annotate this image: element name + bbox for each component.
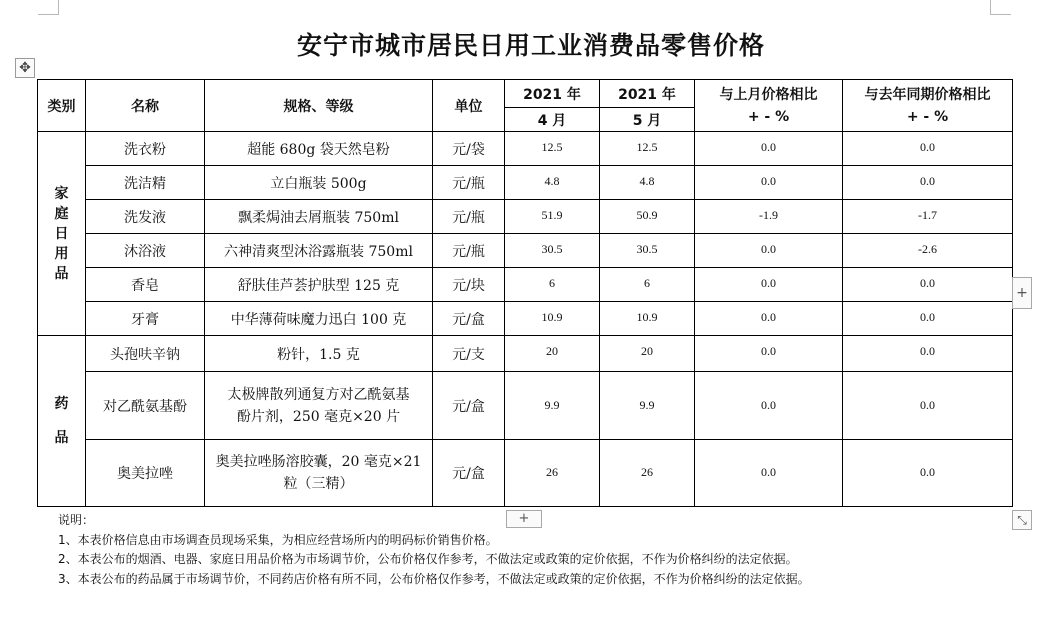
document-title: 安宁市城市居民日用工业消费品零售价格 xyxy=(296,31,765,60)
change-yoy: 0.0 xyxy=(843,440,1013,507)
item-name: 牙膏 xyxy=(86,302,205,336)
item-unit: 元/盒 xyxy=(433,372,505,440)
change-mom: 0.0 xyxy=(695,234,843,268)
change-mom: 0.0 xyxy=(695,336,843,372)
item-unit: 元/瓶 xyxy=(433,234,505,268)
category-household: 家 庭 日 用 品 xyxy=(38,132,86,336)
item-unit: 元/盒 xyxy=(433,302,505,336)
change-yoy: 0.0 xyxy=(843,302,1013,336)
item-spec: 超能 680g 袋天然皂粉 xyxy=(205,132,433,166)
header-mom-line2: + - % xyxy=(747,108,790,125)
header-mom xyxy=(695,80,843,132)
item-spec xyxy=(205,440,433,507)
item-spec: 粉针，1.5 克 xyxy=(205,336,433,372)
header-mom-line1: 与上月价格相比 xyxy=(719,86,818,103)
price-may: 12.5 xyxy=(600,132,695,166)
price-may: 50.9 xyxy=(600,200,695,234)
header-category: 类别 xyxy=(38,80,86,132)
item-name: 对乙酰氨基酚 xyxy=(86,372,205,440)
header-yoy xyxy=(843,80,1013,132)
item-spec-line: 太极牌散列通复方对乙酰氨基 xyxy=(227,386,410,403)
category-medicine: 药 品 xyxy=(38,336,86,507)
price-may: 6 xyxy=(600,268,695,302)
header-col1-month: 4 月 xyxy=(505,108,600,132)
price-apr: 12.5 xyxy=(505,132,600,166)
change-yoy: 0.0 xyxy=(843,268,1013,302)
item-unit: 元/袋 xyxy=(433,132,505,166)
item-spec: 六神清爽型沐浴露瓶装 750ml xyxy=(205,234,433,268)
change-yoy: -2.6 xyxy=(843,234,1013,268)
note-item: 2、本表公布的烟酒、电器、家庭日用品价格为市场调节价，公布价格仅作参考，不做法定或政策的定价依据，不作为价格纠纷的法定依据。 xyxy=(58,552,798,566)
page-corner-mark-left xyxy=(38,0,59,15)
price-apr: 51.9 xyxy=(505,200,600,234)
header-col1-year: 2021 年 xyxy=(505,80,600,108)
change-mom: 0.0 xyxy=(695,302,843,336)
page-corner-mark-right xyxy=(990,0,1011,15)
change-yoy: 0.0 xyxy=(843,166,1013,200)
price-apr: 10.9 xyxy=(505,302,600,336)
change-yoy: 0.0 xyxy=(843,336,1013,372)
item-unit: 元/块 xyxy=(433,268,505,302)
notes-heading: 说明： xyxy=(58,513,95,527)
header-unit: 单位 xyxy=(433,80,505,132)
item-spec: 飘柔焗油去屑瓶装 750ml xyxy=(205,200,433,234)
header-yoy-line2: + - % xyxy=(906,108,949,125)
header-name: 名称 xyxy=(86,80,205,132)
change-mom: 0.0 xyxy=(695,268,843,302)
add-column-icon[interactable]: + xyxy=(1012,277,1032,309)
item-name: 沐浴液 xyxy=(86,234,205,268)
change-yoy: -1.7 xyxy=(843,200,1013,234)
table-move-handle-icon[interactable]: ✥ xyxy=(15,58,35,78)
item-spec-line: 粒（三精） xyxy=(283,476,354,492)
item-spec xyxy=(205,372,433,440)
change-mom: 0.0 xyxy=(695,440,843,507)
price-apr: 30.5 xyxy=(505,234,600,268)
header-col2-month: 5 月 xyxy=(600,108,695,132)
header-yoy-line1: 与去年同期价格相比 xyxy=(864,86,991,103)
item-unit: 元/盒 xyxy=(433,440,505,507)
item-name: 香皂 xyxy=(86,268,205,302)
price-apr: 6 xyxy=(505,268,600,302)
item-spec: 立白瓶装 500g xyxy=(205,166,433,200)
change-yoy: 0.0 xyxy=(843,132,1013,166)
item-name: 洗洁精 xyxy=(86,166,205,200)
notes-section xyxy=(58,511,810,589)
item-spec-line: 奥美拉唑肠溶胶囊，20 毫克×21 xyxy=(215,454,422,470)
price-may: 26 xyxy=(600,440,695,507)
price-may: 10.9 xyxy=(600,302,695,336)
change-yoy: 0.0 xyxy=(843,372,1013,440)
price-apr: 9.9 xyxy=(505,372,600,440)
price-apr: 20 xyxy=(505,336,600,372)
item-unit: 元/支 xyxy=(433,336,505,372)
price-may: 20 xyxy=(600,336,695,372)
change-mom: 0.0 xyxy=(695,132,843,166)
item-unit: 元/瓶 xyxy=(433,200,505,234)
price-may: 4.8 xyxy=(600,166,695,200)
item-spec: 舒肤佳芦荟护肤型 125 克 xyxy=(205,268,433,302)
table-resize-icon[interactable]: ⤡ xyxy=(1012,510,1032,530)
item-spec-line: 酚片剂，250 毫克×20 片 xyxy=(236,408,401,425)
item-name: 洗衣粉 xyxy=(86,132,205,166)
item-name: 头孢呋辛钠 xyxy=(86,336,205,372)
header-spec: 规格、等级 xyxy=(205,80,433,132)
header-col2-year: 2021 年 xyxy=(600,80,695,108)
item-name: 洗发液 xyxy=(86,200,205,234)
note-item: 1、本表价格信息由市场调查员现场采集，为相应经营场所内的明码标价销售价格。 xyxy=(58,532,498,547)
item-name: 奥美拉唑 xyxy=(86,440,205,507)
item-unit: 元/瓶 xyxy=(433,166,505,200)
add-row-icon[interactable]: + xyxy=(506,510,542,528)
price-table xyxy=(37,79,1013,507)
change-mom: 0.0 xyxy=(695,166,843,200)
price-apr: 26 xyxy=(505,440,600,507)
price-may: 30.5 xyxy=(600,234,695,268)
price-may: 9.9 xyxy=(600,372,695,440)
change-mom: -1.9 xyxy=(695,200,843,234)
change-mom: 0.0 xyxy=(695,372,843,440)
note-item: 3、本表公布的药品属于市场调节价，不同药店价格有所不同，公布价格仅作参考，不做法定或政策的定价依据，不作为价格纠纷的法定依据。 xyxy=(58,571,810,586)
item-spec: 中华薄荷味魔力迅白 100 克 xyxy=(205,302,433,336)
price-apr: 4.8 xyxy=(505,166,600,200)
